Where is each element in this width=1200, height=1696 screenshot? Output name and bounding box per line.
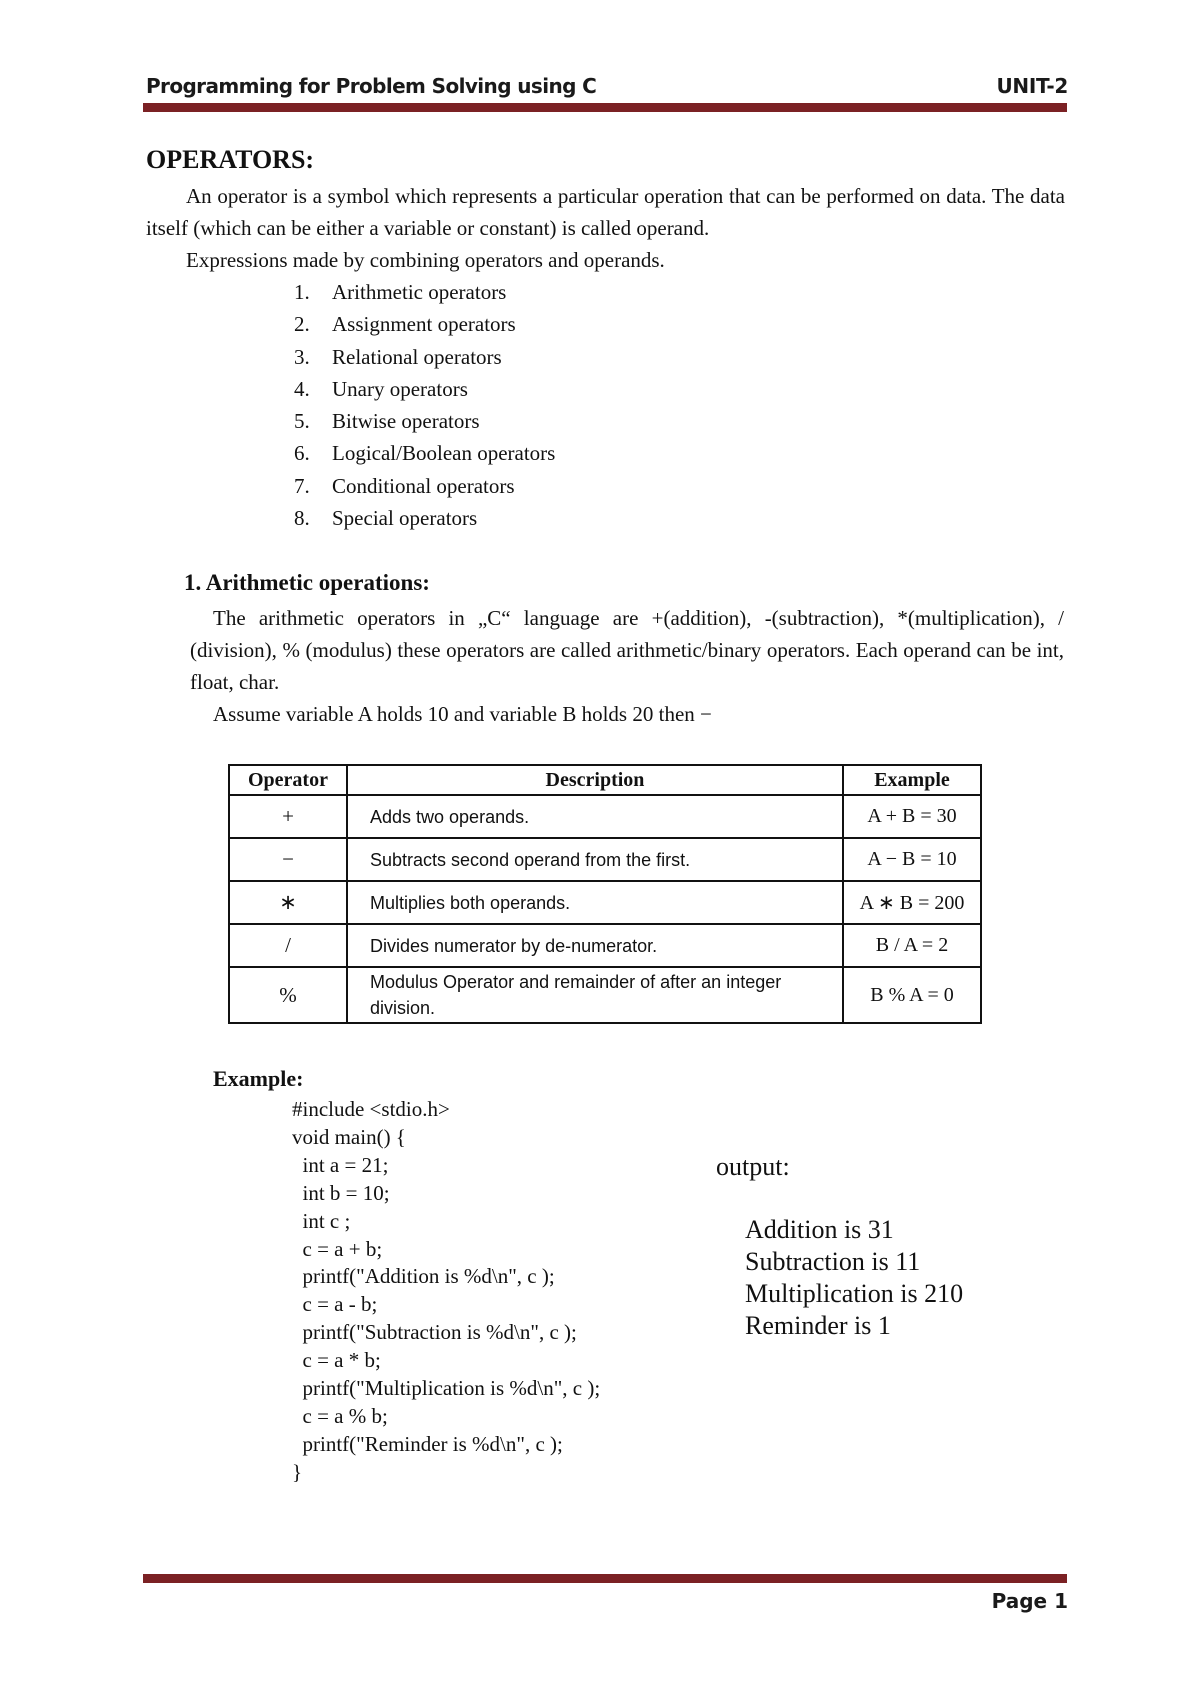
list-item (294, 276, 555, 308)
column-header-operator: Operator (229, 765, 347, 795)
example-cell: A + B = 30 (843, 795, 981, 838)
table-row (229, 795, 981, 838)
unit-label: UNIT-2 (996, 74, 1068, 98)
description-cell: Modulus Operator and remainder of after an integer division. (347, 967, 843, 1023)
list-item (294, 308, 555, 340)
operator-cell: ∗ (229, 881, 347, 924)
column-header-description: Description (347, 765, 843, 795)
intro-paragraph: An operator is a symbol which represents a particular operation that can be performed on data. The data itself (which can be either a variable or constant) is called operand. (146, 184, 1065, 240)
arithmetic-operators-table (228, 764, 982, 1024)
list-number: 8. (294, 506, 310, 531)
arithmetic-heading: 1. Arithmetic operations: (184, 570, 430, 595)
example-cell: B / A = 2 (843, 924, 981, 967)
list-number: 7. (294, 473, 310, 498)
operator-cell: + (229, 795, 347, 838)
list-label: Relational operators (332, 344, 502, 369)
description-cell: Adds two operands. (347, 795, 843, 838)
list-number: 3. (294, 344, 310, 369)
code-example: #include <stdio.h> void main() { int a = 21; int b = 10; int c ; c = a + b; printf("Addition is %d\n", c ); c = a - b; printf("Subtraction is %d\n", c ); c = a * b; printf("Multiplication is %d\n", c ); c = a % b; printf("Reminder is %d\n", c ); } (292, 1097, 601, 1484)
list-number: 6. (294, 441, 310, 466)
output-line: Reminder is 1 (745, 1311, 891, 1340)
list-item (294, 502, 555, 534)
list-item (294, 405, 555, 437)
description-cell: Subtracts second operand from the first. (347, 838, 843, 881)
list-label: Unary operators (332, 376, 468, 401)
footer-divider (143, 1574, 1067, 1583)
table-row (229, 838, 981, 881)
table-row (229, 924, 981, 967)
list-label: Arithmetic operators (332, 280, 507, 304)
operator-cell: / (229, 924, 347, 967)
document-header-title: Programming for Problem Solving using C (146, 74, 597, 98)
list-number: 5. (294, 409, 310, 434)
list-label: Conditional operators (332, 473, 515, 498)
assume-statement: Assume variable A holds 10 and variable B holds 20 then − (213, 702, 712, 726)
list-item (294, 341, 555, 373)
list-number: 1. (294, 280, 310, 304)
output-block (745, 1214, 963, 1342)
output-label: output: (716, 1152, 790, 1181)
operator-types-list (294, 276, 555, 534)
section-heading: OPERATORS: (146, 145, 315, 174)
header-divider (143, 103, 1067, 112)
column-header-example: Example (843, 765, 981, 795)
table-row (229, 881, 981, 924)
list-label: Logical/Boolean operators (332, 441, 556, 466)
operator-cell: − (229, 838, 347, 881)
table-header-row (229, 765, 981, 795)
output-line: Multiplication is 210 (745, 1279, 964, 1308)
list-item (294, 470, 555, 502)
list-label: Assignment operators (332, 312, 516, 337)
list-number: 2. (294, 312, 310, 337)
page-number: Page 1 (991, 1589, 1068, 1613)
list-label: Special operators (332, 506, 478, 531)
example-cell: A ∗ B = 200 (843, 881, 981, 924)
example-cell: B % A = 0 (843, 967, 981, 1023)
list-item (294, 373, 555, 405)
description-cell: Divides numerator by de-numerator. (347, 924, 843, 967)
list-item (294, 437, 555, 469)
table-row (229, 967, 981, 1023)
example-cell: A − B = 10 (843, 838, 981, 881)
expressions-paragraph: Expressions made by combining operators and operands. (186, 248, 665, 272)
output-line: Addition is 31 (745, 1215, 894, 1244)
list-number: 4. (294, 376, 310, 401)
arithmetic-description: The arithmetic operators in „C“ language are +(addition), -(subtraction), *(multiplication), / (division), % (modulus) these operators are called arithmetic/binary operators. Each operand can be int, float, char. (190, 606, 1064, 694)
example-label: Example: (213, 1066, 304, 1091)
list-label: Bitwise operators (332, 409, 480, 434)
operator-cell: % (229, 967, 347, 1023)
output-line: Subtraction is 11 (745, 1247, 921, 1276)
description-cell: Multiplies both operands. (347, 881, 843, 924)
